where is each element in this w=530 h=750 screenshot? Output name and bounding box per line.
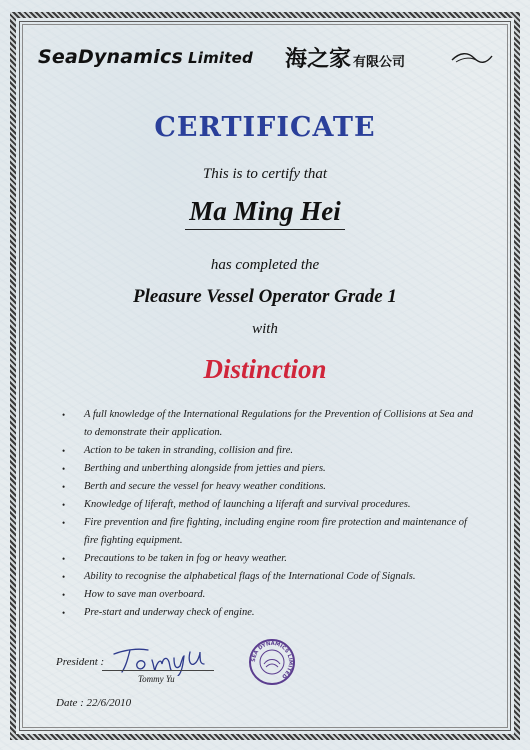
skill-item [62,496,482,514]
bullet-icon: • [62,518,66,528]
skill-text: Berthing and unberthing alongside from jetties and piers. [84,463,326,474]
skill-item [62,478,482,496]
skill-text: Knowledge of liferaft, method of launching a liferaft and survival procedures. [84,499,411,510]
grade-distinction: Distinction [203,354,327,384]
bullet-icon: • [62,410,66,420]
company-name-chinese-suffix: 有限公司 [353,55,406,70]
company-seal [248,638,296,686]
skill-text: Ability to recognise the alphabetical flags of the International Code of Signals. [84,571,416,582]
skill-item [62,406,482,442]
bullet-icon: • [62,482,66,492]
skill-text: Pre-start and underway check of engine. [84,607,255,618]
skill-text: Berth and secure the vessel for heavy weather conditions. [84,481,326,492]
company-name-suffix: Limited [187,49,253,67]
completed-line: has completed the [210,257,320,273]
with-line: with [252,321,278,337]
skill-text: How to save man overboard. [84,589,206,600]
bullet-icon: • [62,608,66,618]
bullet-icon: • [62,464,66,474]
signer-name: Tommy Yu [138,674,175,684]
certificate-title: CERTIFICATE [154,112,376,143]
signature-line [102,670,214,671]
issue-date: Date : 22/6/2010 [56,697,132,709]
skill-item [62,568,482,586]
skill-item [62,460,482,478]
skill-text: Fire prevention and fire fighting, including engine room fire protection and maintenance of fire fighting equipment. [84,517,467,546]
recipient-name [0,196,530,230]
skill-item [62,586,482,604]
seal-text: SEA DYNAMICS LIMITED [250,640,294,680]
letterhead [38,42,498,78]
certify-line: This is to certify that [202,166,328,182]
course-name: Pleasure Vessel Operator Grade 1 [133,286,397,307]
bullet-icon: • [62,590,66,600]
skill-text: Precautions to be taken in fog or heavy weather. [84,553,287,564]
skill-item [62,514,482,550]
skill-text: Action to be taken in stranding, collision and fire. [84,445,294,456]
recipient-name-text: Ma Ming Hei [185,196,345,230]
company-name-chinese [285,42,405,73]
skills-list [62,406,482,622]
company-name-main: SeaDynamics [38,46,183,68]
skill-item [62,442,482,460]
bullet-icon: • [62,554,66,564]
bullet-icon: • [62,572,66,582]
company-name-chinese-main: 海之家 [285,47,352,72]
skill-item [62,550,482,568]
bullet-icon: • [62,446,66,456]
company-name [38,46,253,68]
skill-item [62,604,482,622]
skill-text: A full knowledge of the International Regulations for the Prevention of Collisions at Sea and to demonstrate their application. [84,409,474,438]
bullet-icon: • [62,500,66,510]
wave-icon [450,50,494,66]
president-label: President : [56,656,105,668]
